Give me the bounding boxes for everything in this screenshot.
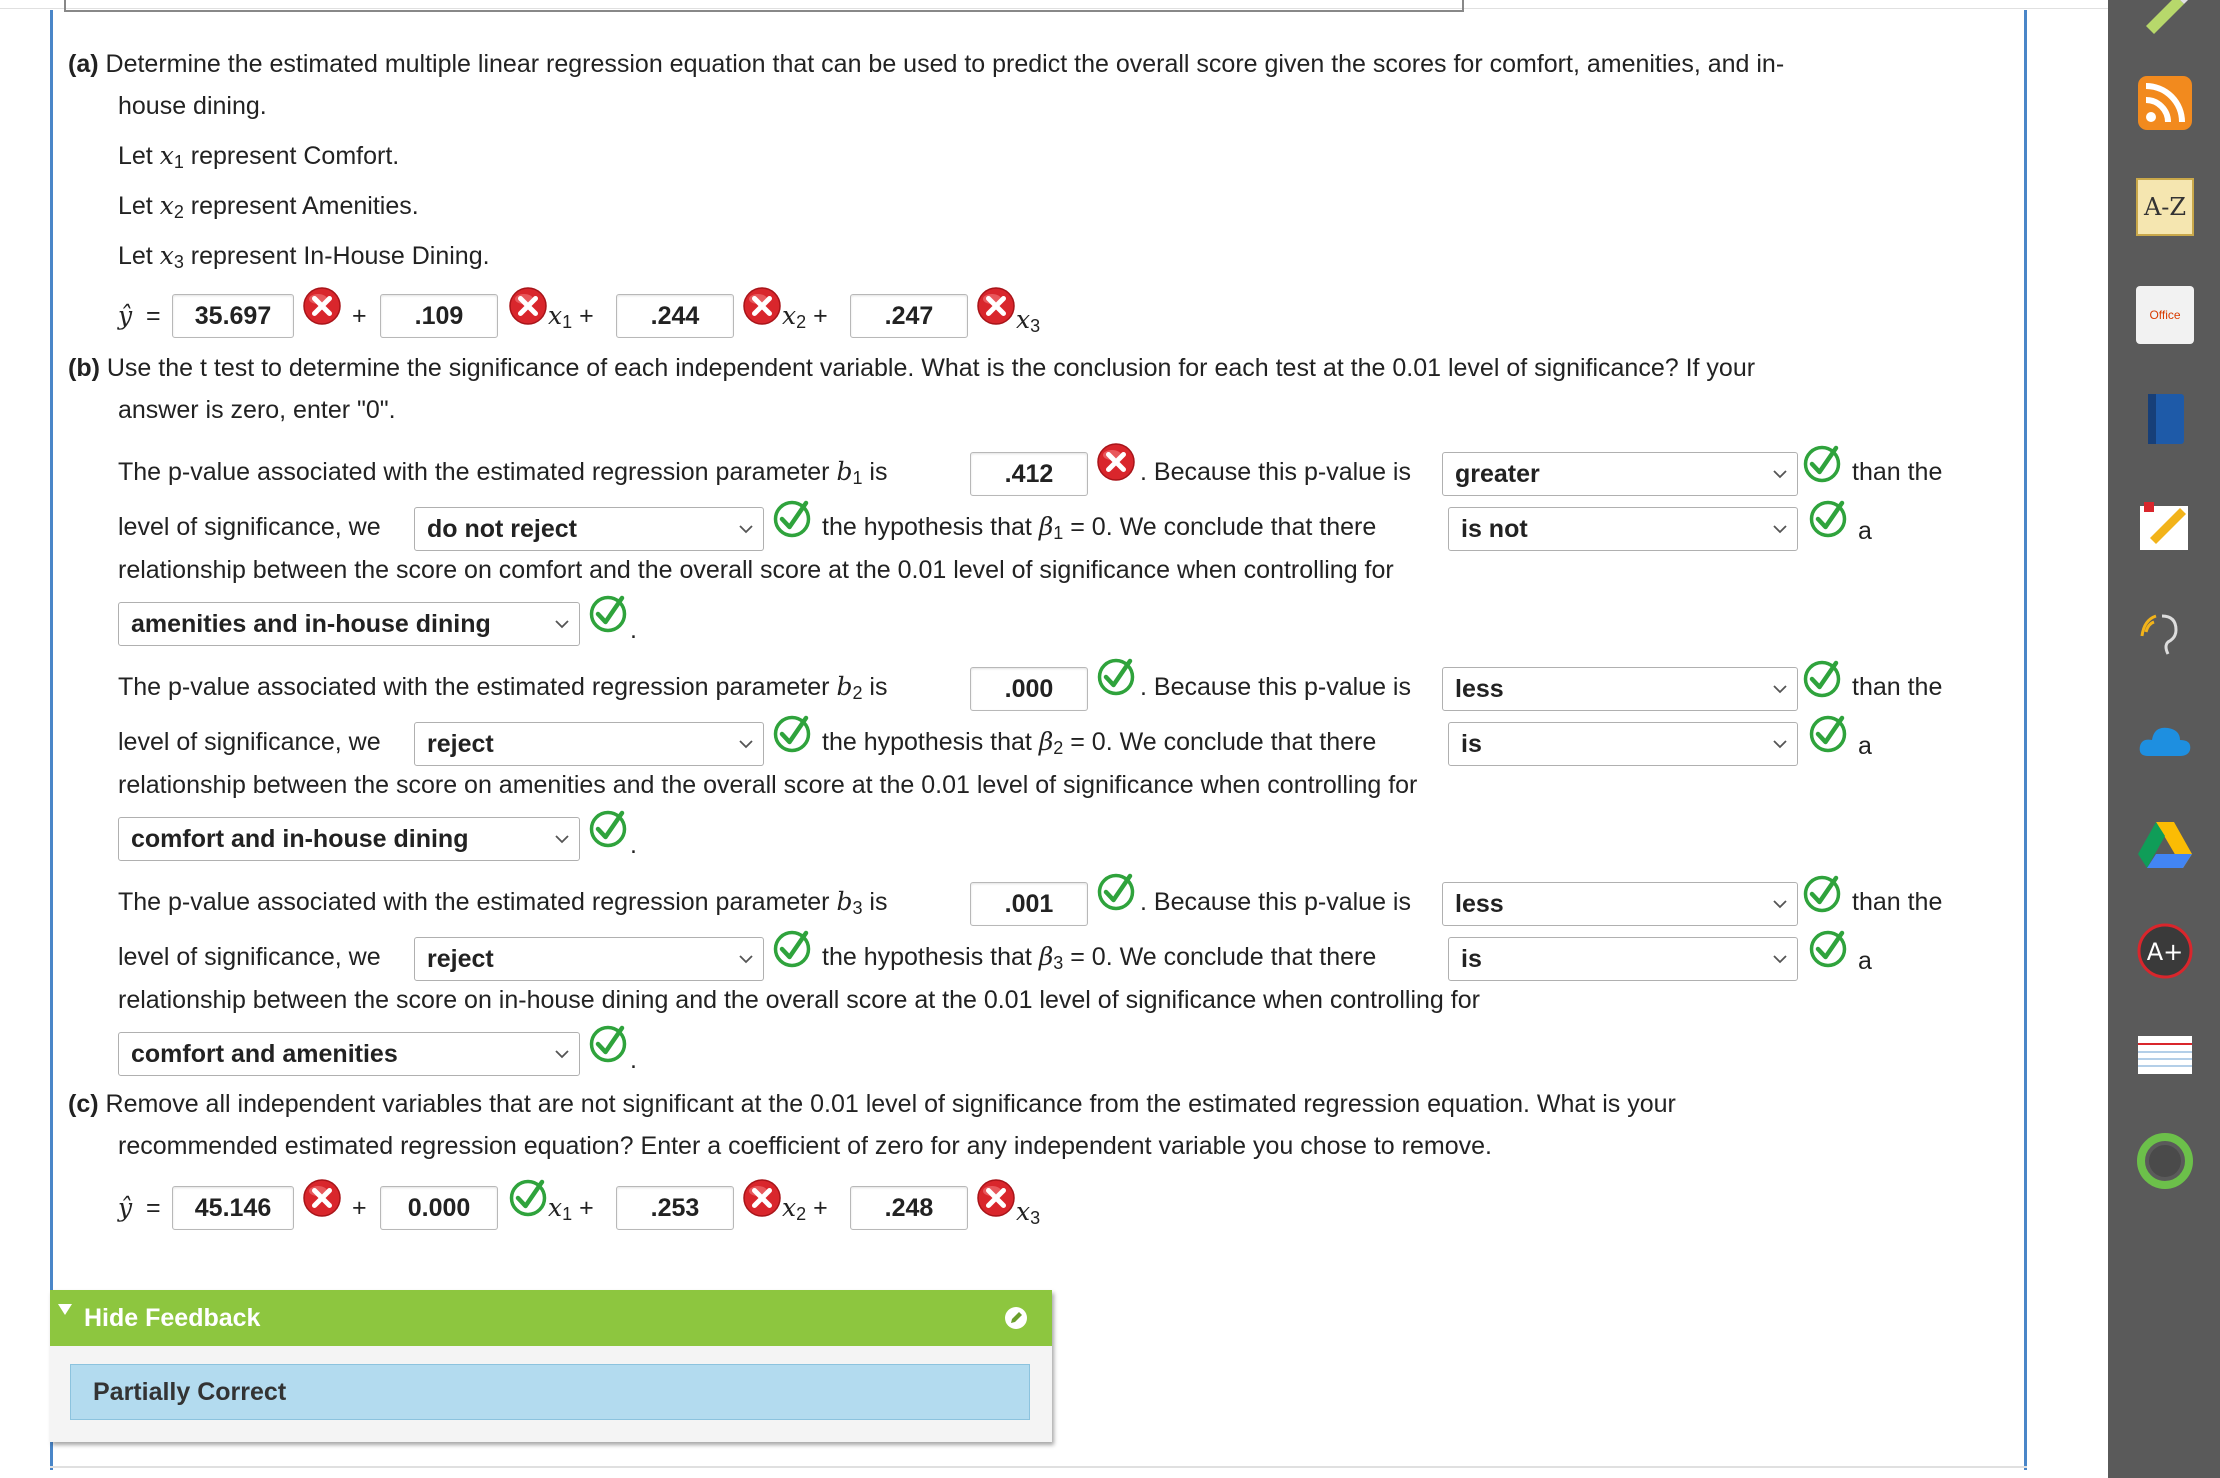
circle-icon[interactable] <box>2136 1132 2194 1190</box>
a-plus-icon[interactable] <box>2136 922 2194 980</box>
decision-select-b1[interactable]: do not reject <box>414 507 764 551</box>
part-a-label: (a) <box>68 50 99 78</box>
decision-select-b3[interactable]: reject <box>414 937 764 981</box>
chevron-down-icon <box>555 617 569 631</box>
equals-sign: = <box>146 1194 161 1222</box>
y-hat-symbol: ŷ <box>118 301 133 330</box>
feedback-result-text: Partially Correct <box>93 1378 287 1406</box>
correct-icon <box>1802 444 1842 484</box>
x2-term: $x_2$ + <box>782 301 828 332</box>
than-the-text: than the <box>1852 888 1943 916</box>
part-c-text-line1: Remove all independent variables that are not significant at the 0.01 level of significance from the estimated regression equation. What is your <box>105 1090 1676 1118</box>
pvalue-sentence: The p-value associated with the estimated regression parameter $b_3$ is <box>118 887 888 918</box>
x1-term: $x_1$ + <box>548 301 594 332</box>
correct-icon <box>1096 657 1136 697</box>
correct-icon <box>1096 872 1136 912</box>
controlling-select-b3[interactable]: comfort and amenities <box>118 1032 580 1076</box>
bottom-rule <box>50 1466 2027 1468</box>
chevron-down-icon <box>1773 467 1787 481</box>
hypothesis-sentence: the hypothesis that $\beta_2 = 0$. We conclude that there <box>822 727 1377 758</box>
part-c-question <box>68 1088 1676 1120</box>
c-b0-input[interactable]: 45.146 <box>172 1186 294 1230</box>
collapse-triangle-icon <box>58 1304 72 1315</box>
because-text: . Because this p-value is <box>1140 673 1411 701</box>
chevron-down-icon <box>555 832 569 846</box>
x3-term: $x_3$ <box>1016 1197 1041 1228</box>
hypothesis-sentence: the hypothesis that $\beta_3 = 0$. We conclude that there <box>822 942 1377 973</box>
x3-term: $x_3$ <box>1016 305 1041 336</box>
index-card-icon[interactable] <box>2136 1026 2194 1084</box>
x1-term: $x_1$ + <box>548 1193 594 1224</box>
chevron-down-icon <box>1773 522 1787 536</box>
incorrect-icon <box>742 1178 782 1218</box>
drive-icon[interactable] <box>2136 816 2194 874</box>
article-a-text: a <box>1858 517 1872 545</box>
correct-icon <box>772 499 812 539</box>
let-x1-line: Let $x_1$ represent Comfort. <box>118 141 400 172</box>
comparison-select-b1[interactable]: greater <box>1442 452 1798 496</box>
chevron-down-icon <box>1773 897 1787 911</box>
relationship-text: relationship between the score on amenities and the overall score at the 0.01 level of significance when controlling for <box>118 771 1418 799</box>
period-text: . <box>630 616 637 644</box>
correct-icon <box>1808 929 1848 969</box>
right-accent-rule <box>2024 10 2027 1470</box>
correct-icon <box>588 809 628 849</box>
y-hat-symbol: ŷ <box>118 1193 133 1222</box>
article-a-text: a <box>1858 947 1872 975</box>
edit-pencil-icon[interactable] <box>1004 1306 1028 1330</box>
incorrect-icon <box>976 1178 1016 1218</box>
relationship-text: relationship between the score on in-house dining and the overall score at the 0.01 level of significance when controlling for <box>118 986 1480 1014</box>
a-b2-input[interactable]: .244 <box>616 294 734 338</box>
audio-icon[interactable] <box>2136 604 2194 662</box>
c-b3-input[interactable]: .248 <box>850 1186 968 1230</box>
part-b-label: (b) <box>68 354 100 382</box>
part-a-question <box>68 48 1784 80</box>
correct-icon <box>772 714 812 754</box>
cloud-icon[interactable] <box>2136 712 2194 770</box>
svg-text:A+: A+ <box>2146 938 2184 966</box>
conclusion-select-b3[interactable]: is <box>1448 937 1798 981</box>
level-of-significance-text: level of significance, we <box>118 513 381 541</box>
part-c-text-line2: recommended estimated regression equation? Enter a coefficient of zero for any independent variable you chose to remove. <box>118 1132 1492 1160</box>
conclusion-select-b1[interactable]: is not <box>1448 507 1798 551</box>
incorrect-icon <box>976 286 1016 326</box>
than-the-text: than the <box>1852 673 1943 701</box>
office-icon[interactable]: Office <box>2136 286 2194 344</box>
hide-feedback-label[interactable]: Hide Feedback <box>84 1304 261 1332</box>
incorrect-icon <box>508 286 548 326</box>
a-b0-input[interactable]: 35.697 <box>172 294 294 338</box>
a-z-icon[interactable]: A-Z <box>2136 178 2194 236</box>
correct-icon <box>1808 499 1848 539</box>
pvalue-sentence: The p-value associated with the estimated regression parameter $b_2$ is <box>118 672 888 703</box>
c-b1-input[interactable]: 0.000 <box>380 1186 498 1230</box>
comparison-select-b3[interactable]: less <box>1442 882 1798 926</box>
feedback-panel <box>50 1290 1052 1442</box>
controlling-select-b2[interactable]: comfort and in-house dining <box>118 817 580 861</box>
incorrect-icon <box>1096 442 1136 482</box>
correct-icon <box>588 1024 628 1064</box>
period-text: . <box>630 831 637 859</box>
because-text: . Because this p-value is <box>1140 888 1411 916</box>
p-value-input-b1[interactable]: .412 <box>970 452 1088 496</box>
chevron-down-icon <box>739 737 753 751</box>
correct-icon <box>508 1178 548 1218</box>
p-value-input-b2[interactable]: .000 <box>970 667 1088 711</box>
pencil-icon[interactable] <box>2136 0 2194 44</box>
a-b3-input[interactable]: .247 <box>850 294 968 338</box>
conclusion-select-b2[interactable]: is <box>1448 722 1798 766</box>
correct-icon <box>772 929 812 969</box>
book-icon[interactable] <box>2136 390 2194 448</box>
pvalue-sentence: The p-value associated with the estimated regression parameter $b_1$ is <box>118 457 888 488</box>
correct-icon <box>1802 874 1842 914</box>
chevron-down-icon <box>739 952 753 966</box>
part-b-question <box>68 352 1755 384</box>
let-x2-line: Let $x_2$ represent Amenities. <box>118 191 419 222</box>
x2-term: $x_2$ + <box>782 1193 828 1224</box>
plus-sign: + <box>352 1194 367 1222</box>
chevron-down-icon <box>555 1047 569 1061</box>
let-x3-line: Let $x_3$ represent In-House Dining. <box>118 241 490 272</box>
chevron-down-icon <box>739 522 753 536</box>
correct-icon <box>1802 659 1842 699</box>
feedback-result-box <box>70 1364 1030 1420</box>
controlling-select-b1[interactable]: amenities and in-house dining <box>118 602 580 646</box>
left-accent-rule <box>50 10 53 1470</box>
level-of-significance-text: level of significance, we <box>118 943 381 971</box>
than-the-text: than the <box>1852 458 1943 486</box>
part-b-text-line1: Use the t test to determine the significance of each independent variable. What is the conclusion for each test at the 0.01 level of significance? If your <box>106 354 1756 382</box>
part-c-label: (c) <box>68 1090 99 1118</box>
plus-sign: + <box>352 302 367 330</box>
relationship-text: relationship between the score on comfort and the overall score at the 0.01 level of significance when controlling for <box>118 556 1394 584</box>
incorrect-icon <box>302 1178 342 1218</box>
comparison-select-b2[interactable]: less <box>1442 667 1798 711</box>
level-of-significance-text: level of significance, we <box>118 728 381 756</box>
because-text: . Because this p-value is <box>1140 458 1411 486</box>
rss-icon[interactable] <box>2136 74 2194 132</box>
incorrect-icon <box>742 286 782 326</box>
hide-feedback-bar[interactable] <box>50 1290 1052 1346</box>
chevron-down-icon <box>1773 682 1787 696</box>
article-a-text: a <box>1858 732 1872 760</box>
chevron-down-icon <box>1773 952 1787 966</box>
c-b2-input[interactable]: .253 <box>616 1186 734 1230</box>
correct-icon <box>1808 714 1848 754</box>
notes-icon[interactable] <box>2136 498 2194 556</box>
hypothesis-sentence: the hypothesis that $\beta_1 = 0$. We conclude that there <box>822 512 1377 543</box>
period-text: . <box>630 1046 637 1074</box>
part-a-text-line1: Determine the estimated multiple linear regression equation that can be used to predict the overall score given the scores for comfort, amenities, and in- <box>105 50 1785 78</box>
p-value-input-b3[interactable]: .001 <box>970 882 1088 926</box>
incorrect-icon <box>302 286 342 326</box>
part-b-text-line2: answer is zero, enter "0". <box>118 396 396 424</box>
previous-frame-edge <box>64 0 1464 12</box>
part-a-text-line2: house dining. <box>118 92 267 120</box>
a-b1-input[interactable]: .109 <box>380 294 498 338</box>
decision-select-b2[interactable]: reject <box>414 722 764 766</box>
browser-extensions-sidebar <box>2108 0 2220 1478</box>
equals-sign: = <box>146 302 161 330</box>
chevron-down-icon <box>1773 737 1787 751</box>
correct-icon <box>588 594 628 634</box>
